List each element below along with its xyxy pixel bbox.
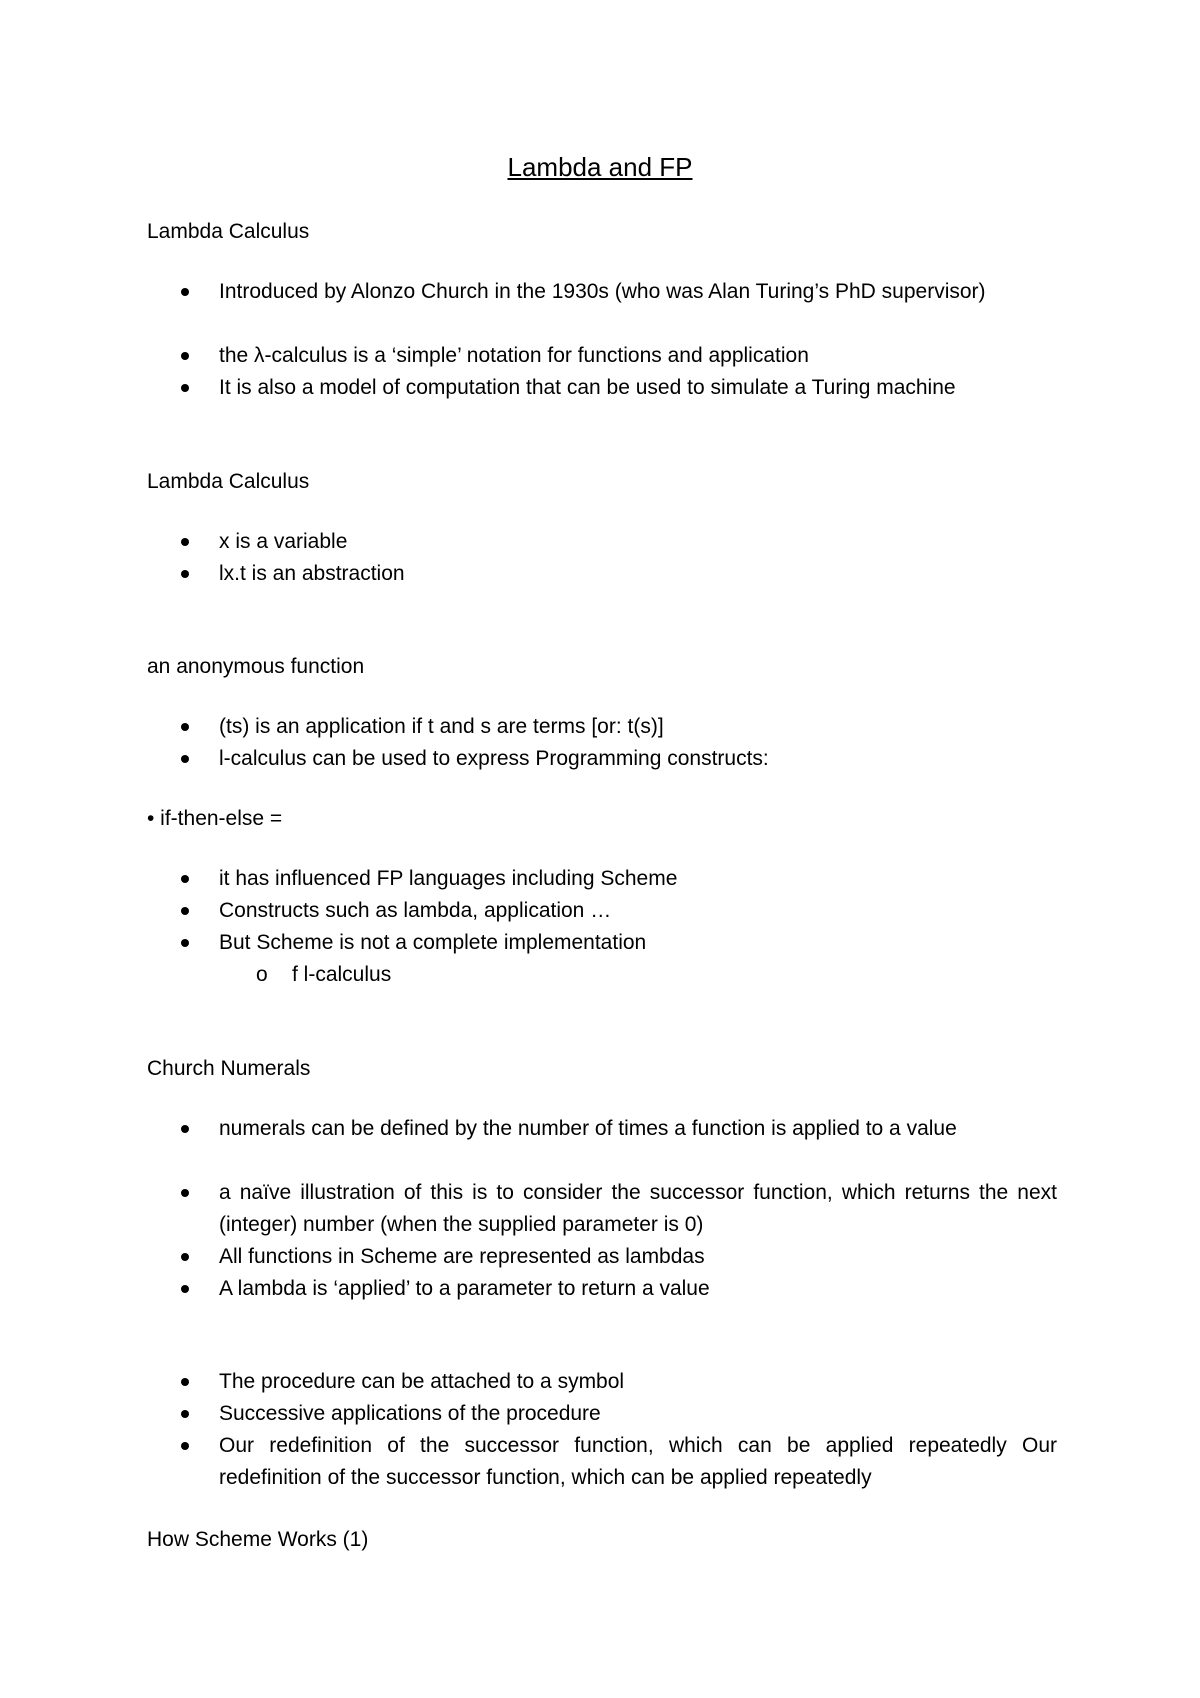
section-heading-how-scheme-works: How Scheme Works (1) (147, 1528, 369, 1551)
page-title: Lambda and FP (507, 152, 693, 182)
bullet-icon (181, 1410, 189, 1418)
section-heading-lambda-calculus-2: Lambda Calculus (147, 470, 310, 493)
bullet-icon (181, 384, 189, 392)
bullet-icon (181, 352, 189, 360)
bullet-icon (181, 939, 189, 947)
section-heading-anonymous-function: an anonymous function (147, 655, 365, 678)
bullet-icon (181, 1442, 189, 1450)
section-heading-lambda-calculus: Lambda Calculus (147, 220, 310, 243)
bullet-icon (181, 1378, 189, 1386)
bullet-icon (181, 1189, 189, 1197)
bullet-icon (181, 875, 189, 883)
bullet-icon (181, 538, 189, 546)
bullet-icon (181, 1125, 189, 1133)
bullet-icon (181, 1285, 189, 1293)
if-then-else-line: • if-then-else = (147, 807, 283, 830)
section-heading-church-numerals: Church Numerals (147, 1057, 311, 1080)
circle-bullet-icon: o (256, 963, 268, 986)
bullet-icon (181, 288, 189, 296)
bullet-icon (181, 1253, 189, 1261)
bullet-icon (181, 723, 189, 731)
bullet-icon (181, 755, 189, 763)
bullet-icon (181, 907, 189, 915)
bullet-icon (181, 570, 189, 578)
document-page: Lambda and FP Lambda Calculus Introduced by Alonzo Church in the 1930s (who was Alan Turing’s PhD supervisor) the λ-calculus is a ‘simple’ notation for functions and application It is also a model of computation that can be used to simulate a Turing machine Lambda Calculus x is a variable lx.t is an abstraction an anonymous function (ts) is an application if t and s are terms [or: t(s)] l-calculus can be used to express Programming constructs: • if-then-else = it has influenced FP languages including Scheme Constructs such as lambda, application … But Scheme is not a complete implementation o f l-calculus Church Numerals numerals can be defined by the number of times a function is applied to a value a naïve illustration of this is to consider the successor function, which returns the next (integer) number (when the supplied parameter is 0) All functions in Scheme are represented as lambdas A lambda is ‘applied’ to a parameter to return a value The procedure can be attached to a symbol Successive applications of the procedure Our redefinition of the successor function, which can be applied repeatedly Our redefinition of the successor function, which can be applied repeatedly How Scheme Works (1) (0, 0, 1200, 1698)
